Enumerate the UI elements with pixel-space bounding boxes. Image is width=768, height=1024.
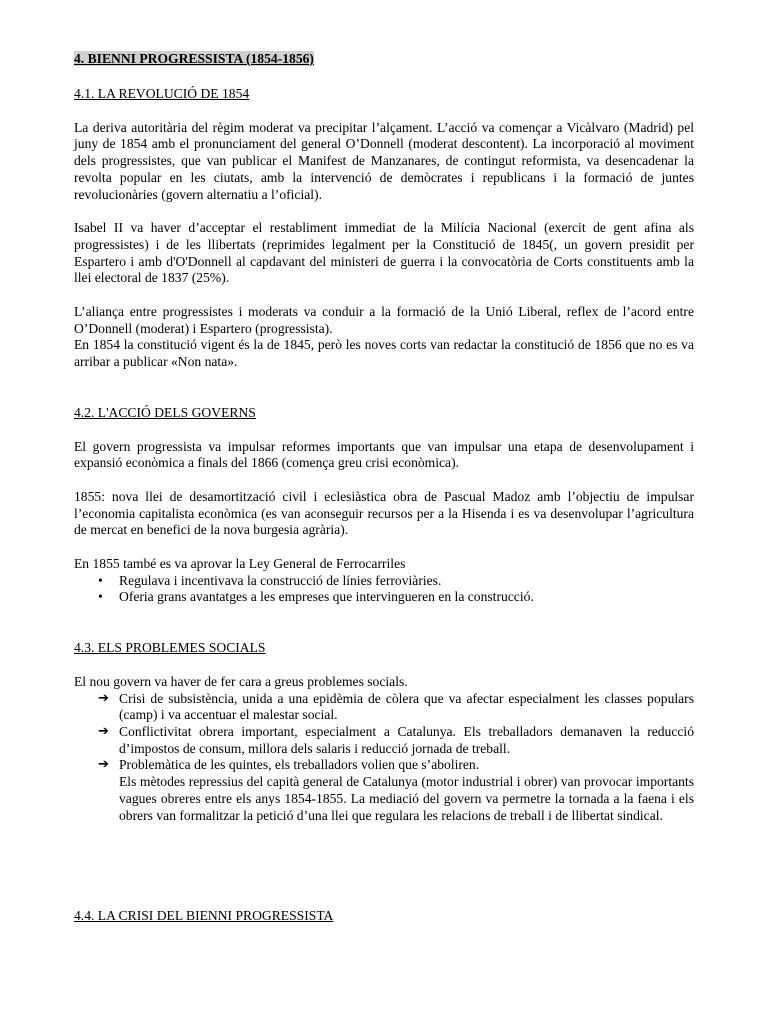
section-heading-4-1: 4.1. LA REVOLUCIÓ DE 1854: [74, 86, 250, 101]
list-item-text: Crisi de subsistència, unida a una epidèmia de còlera que va afectar especialment les classes populars (camp) i va accentuar el malestar social.: [119, 690, 694, 723]
section-heading-4-2: 4.2. L'ACCIÓ DELS GOVERNS: [74, 404, 256, 420]
list-item: [74, 573, 694, 590]
list-item-text: Conflictivitat obrera important, especialment a Catalunya. Els treballadors demanaven la reducció d’impostos de consum, millora dels salaris i reducció jornada de treball.: [119, 723, 694, 756]
bullet-marker: •: [98, 589, 103, 605]
list-item: [74, 724, 694, 757]
paragraph-reforms: El govern progressista va impulsar reformes importants que van impulsar una etapa de desenvolupament i expansió econòmica a finals del 1866 (comença greu crisi econòmica).: [74, 438, 694, 471]
paragraph-isabel: Isabel II va haver d’acceptar el restabliment immediat de la Milícia Nacional (exercit de gent afina als progressistes) i de les llibertats (reprimides legalment per la Constitució de 1845(, un govern presidit per Espartero i amb d'O'Donnell al capdavant del ministeri de guerra i la convocatòria de Corts constituents amb la llei electoral de 1837 (25%).: [74, 220, 694, 286]
list-item: [74, 691, 694, 724]
document-page: [74, 51, 694, 925]
list-item-text: Regulava i incentivava la construcció de línies ferroviàries.: [119, 572, 442, 588]
ferrocarriles-bullet-list: [74, 573, 694, 606]
paragraph-ferrocarriles: En 1855 també es va aprovar la Ley General de Ferrocarriles: [74, 556, 406, 572]
list-item: [74, 589, 694, 606]
document-title: 4. BIENNI PROGRESSISTA (1854-1856): [74, 51, 314, 66]
paragraph-desamortitzacio: 1855: nova llei de desamortització civil i eclesiàstica obra de Pascual Madoz amb l’objectiu de impulsar l’economia capitalista econòmica (es van aconseguir recursos per a la Hisenda i es va desenvolupar l’agricultura de mercat en benefici de la nova burgesia agrària).: [74, 488, 694, 538]
arrow-right-icon: ➔: [98, 757, 109, 773]
paragraph-constitution: En 1854 la constitució vigent és la de 1845, però les noves corts van redactar la constitució de 1856 que no es va arribar a publicar «Non nata».: [74, 337, 694, 370]
list-item-text: Problemàtica de les quintes, els treballadors volien que s’aboliren.: [119, 757, 480, 773]
social-problems-list: [74, 691, 694, 775]
arrow-right-icon: ➔: [98, 723, 109, 739]
paragraph-repression: Els mètodes repressius del capità general de Catalunya (motor industrial i obrer) van provocar importants vagues obreres entre els anys 1854-1855. La mediació del govern va permetre la tornada a la faena i els obrers van formalitzar la petició d’una llei que regulara les relacions de treball i de llibertat sindical.: [119, 774, 694, 823]
paragraph-social-problems: El nou govern va haver de fer cara a greus problemes socials.: [74, 673, 408, 689]
section-heading-4-4: 4.4. LA CRISI DEL BIENNI PROGRESSISTA: [74, 908, 334, 924]
section-heading-4-3: 4.3. ELS PROBLEMES SOCIALS: [74, 640, 266, 656]
paragraph-revolution: La deriva autoritària del règim moderat va precipitar l’alçament. L’acció va començar a Vicàlvaro (Madrid) pel juny de 1854 amb el pronunciament del general O’Donnell (moderat descontent). La incorporació al moviment dels progressistes, que van publicar el Manifest de Manzanares, de contingut reformista, va desencadenar la revolta popular en les ciutats, amb la intervenció de demòcrates i republicans i la formació de juntes revolucionàries (govern alternatiu a l’oficial).: [74, 119, 694, 202]
paragraph-alliance: L’aliança entre progressistes i moderats va conduir a la formació de la Unió Liberal, reflex de l’acord entre O’Donnell (moderat) i Espartero (progressista).: [74, 304, 694, 336]
list-item-text: Oferia grans avantatges a les empreses que intervingueren en la construcció.: [119, 589, 534, 605]
list-item: [74, 757, 694, 774]
bullet-marker: •: [98, 572, 103, 588]
title-row: [74, 51, 694, 68]
arrow-right-icon: ➔: [98, 690, 109, 706]
